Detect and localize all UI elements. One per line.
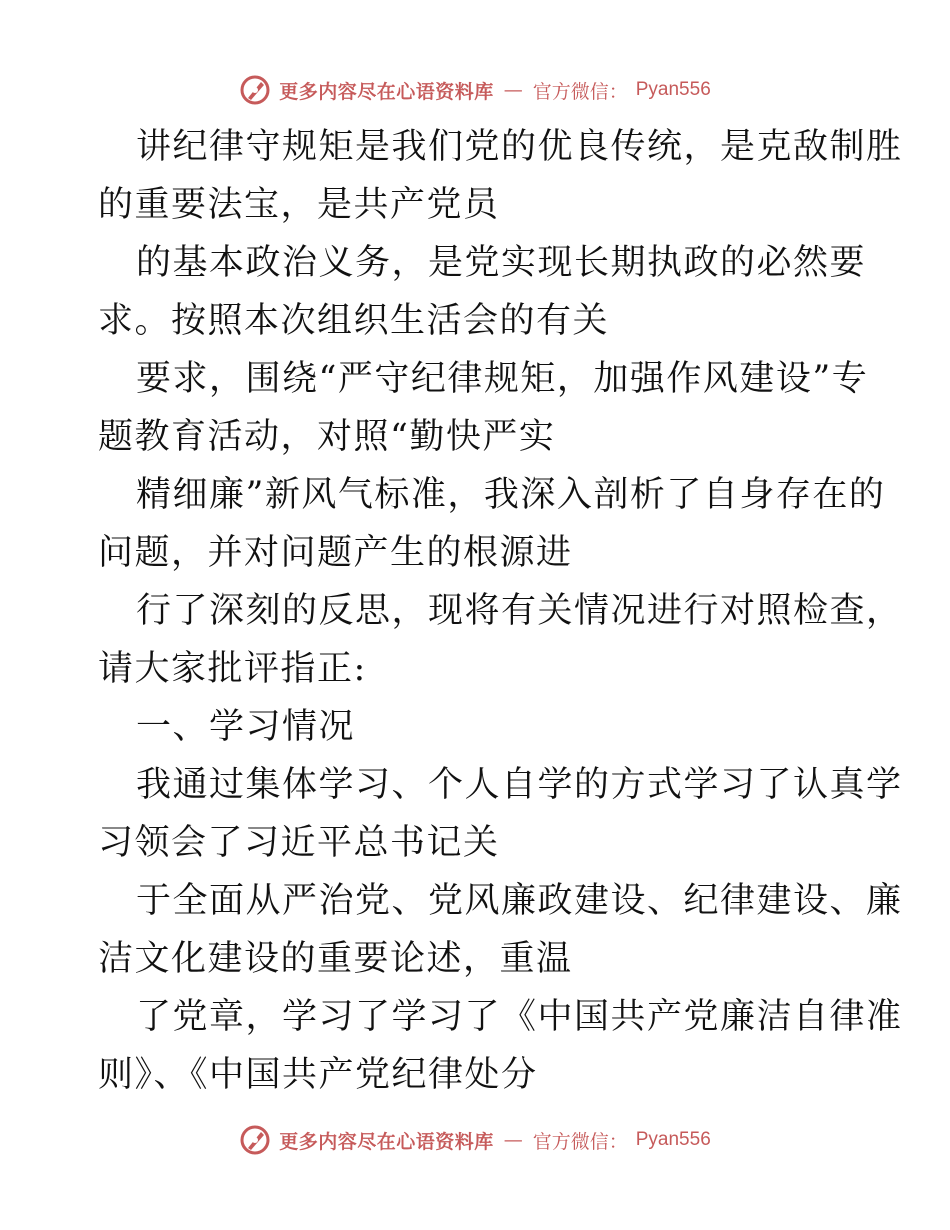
watermark-brand: 更多内容尽在心语资料库 <box>279 1130 494 1153</box>
text-line: 洁文化建设的重要论述，重温 <box>98 939 573 979</box>
text-line: 精细廉”新风气标准，我深入剖析了自身存在的 <box>136 475 886 515</box>
text-line: 则》、《中国共产党纪律处分 <box>98 1055 538 1095</box>
text-line: 问题，并对问题产生的根源进 <box>98 533 573 573</box>
pen-circle-logo-icon <box>239 1124 271 1156</box>
watermark-official-label: 官方微信： <box>532 80 628 103</box>
text-line: 的重要法宝，是共产党员 <box>98 185 500 225</box>
watermark-dash: — <box>503 79 523 101</box>
text-line: 要求，围绕“严守纪律规矩，加强作风建设”专 <box>136 359 869 399</box>
text-line: 行了深刻的反思，现将有关情况进行对照检查， <box>136 591 903 631</box>
text-line: 题教育活动，对照“勤快严实 <box>98 417 556 457</box>
text-line: 一、学习情况 <box>136 707 356 747</box>
footer-watermark <box>0 1123 950 1157</box>
document-body <box>98 118 903 1104</box>
watermark-dash: — <box>503 1129 523 1151</box>
watermark-official-label: 官方微信： <box>532 1130 628 1153</box>
text-line: 习领会了习近平总书记关 <box>98 823 500 863</box>
text-line: 的基本政治义务，是党实现长期执政的必然要 <box>136 243 867 283</box>
pen-circle-logo-icon <box>239 74 271 106</box>
header-watermark <box>0 73 950 107</box>
watermark-brand: 更多内容尽在心语资料库 <box>279 80 494 103</box>
watermark-wechat-id: Pyan556 <box>635 79 711 100</box>
text-line: 了党章，学习了学习了《中国共产党廉洁自律准 <box>136 997 903 1037</box>
watermark-wechat-id: Pyan556 <box>635 1129 711 1150</box>
text-line: 求。按照本次组织生活会的有关 <box>98 301 610 341</box>
text-line: 讲纪律守规矩是我们党的优良传统，是克敌制胜 <box>136 127 903 167</box>
text-line: 我通过集体学习、个人自学的方式学习了认真学 <box>136 765 903 805</box>
text-line: 于全面从严治党、党风廉政建设、纪律建设、廉 <box>136 881 903 921</box>
text-line: 请大家批评指正: <box>98 649 367 689</box>
